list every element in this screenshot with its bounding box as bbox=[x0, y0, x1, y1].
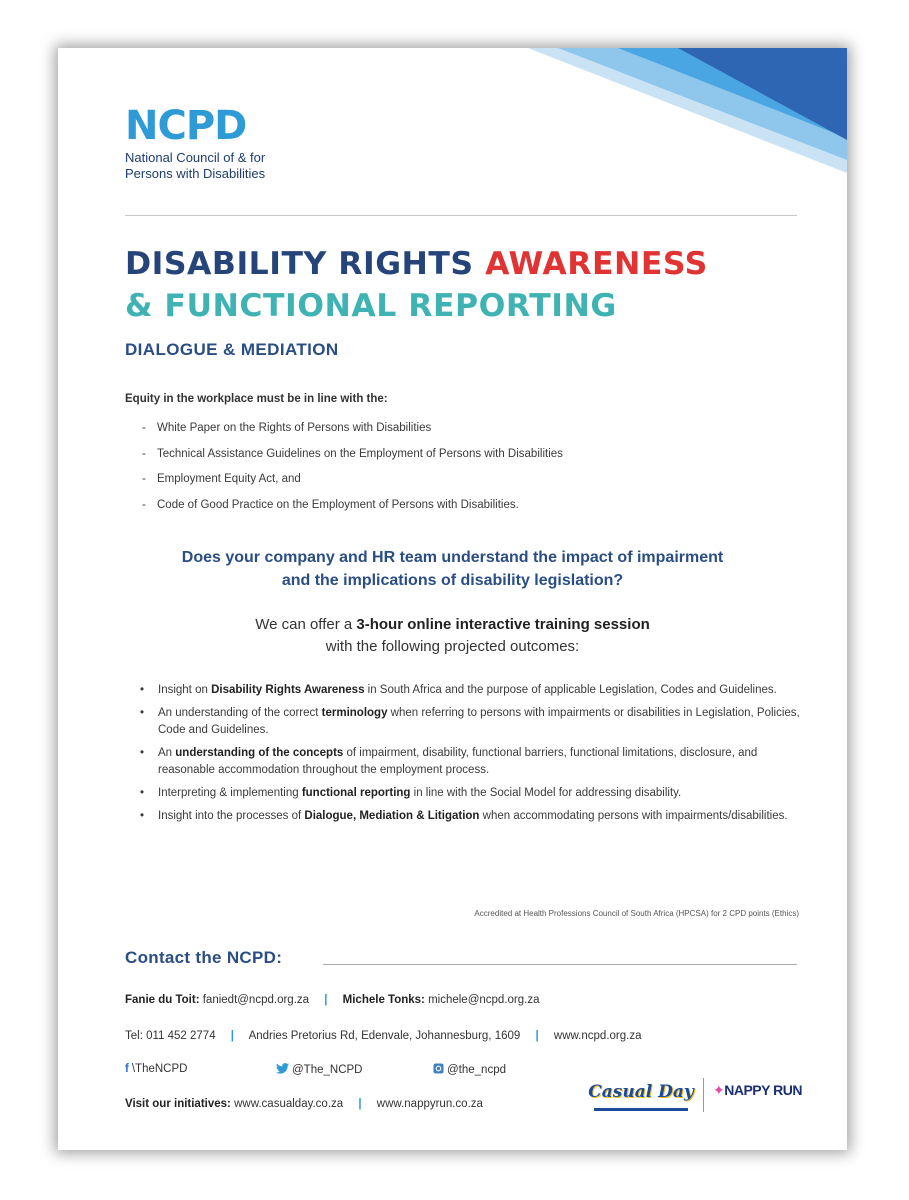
question-heading bbox=[58, 546, 847, 592]
requirements-list bbox=[142, 422, 563, 524]
logo-line-2: Persons with Disabilities bbox=[125, 166, 266, 181]
page-title bbox=[125, 246, 708, 282]
intro-text: Equity in the workplace must be in line with the: bbox=[125, 393, 388, 405]
social-facebook[interactable]: f \TheNCPD bbox=[125, 1063, 188, 1075]
list-item: - Employment Equity Act, and bbox=[142, 473, 301, 485]
social-twitter[interactable]: @The_NCPD bbox=[276, 1063, 362, 1076]
email-link-fanie[interactable]: faniedt@ncpd.org.za bbox=[202, 994, 310, 1006]
list-item: • An understanding of the correct terminology when referring to persons with impairments or disabilities in Legislation, Policies, Code and Guidelines. bbox=[140, 707, 800, 736]
instagram-icon bbox=[433, 1063, 444, 1074]
facebook-icon: f bbox=[125, 1063, 129, 1075]
contact-persons: Fanie du Toit: faniedt@ncpd.org.za | Michele Tonks: michele@ncpd.org.za bbox=[125, 994, 540, 1006]
list-item: - Technical Assistance Guidelines on the Employment of Persons with Disabilities bbox=[142, 447, 563, 460]
list-item: • Interpreting & implementing functional reporting in line with the Social Model for addressing disability. bbox=[140, 787, 682, 799]
offer-line-2: with the following projected outcomes: bbox=[325, 638, 580, 655]
flyer-page bbox=[58, 48, 847, 1150]
phone-number[interactable]: Tel: 011 452 2774 bbox=[125, 1030, 216, 1042]
initiatives: Visit our initiatives: www.casualday.co.za | www.nappyrun.co.za bbox=[125, 1098, 483, 1110]
title-part-1-highlight: AWARENESS bbox=[485, 246, 708, 282]
logo-line-1: National Council of & for bbox=[125, 150, 266, 165]
list-item: • An understanding of the concepts of impairment, disability, functional barriers, functional limitations, disclosure, and reasonable accommodation throughout the employment process. bbox=[140, 747, 758, 776]
contact-heading: Contact the NCPD: bbox=[125, 948, 283, 967]
ncpd-logo[interactable] bbox=[125, 103, 266, 182]
list-item: • Insight on Disability Rights Awareness in South Africa and the purpose of applicable Legislation, Codes and Guidelines. bbox=[140, 684, 777, 696]
title-part-1: DISABILITY RIGHTS bbox=[125, 246, 486, 282]
question-line-1: Does your company and HR team understand the impact of impairment bbox=[181, 549, 724, 566]
offer-text: We can offer a 3-hour online interactive training session with the following projected outcomes: bbox=[58, 614, 847, 658]
accreditation-note: Accredited at Health Professions Council of South Africa (HPCSA) for 2 CPD points (Ethics) bbox=[474, 909, 799, 918]
logo-divider bbox=[703, 1078, 704, 1112]
list-item: - White Paper on the Rights of Persons with Disabilities bbox=[142, 422, 432, 434]
baby-icon: ✦ bbox=[713, 1082, 725, 1098]
casual-day-logo[interactable]: Casual Day bbox=[586, 1077, 696, 1111]
list-item: • Insight into the processes of Dialogue, Mediation & Litigation when accommodating persons with impairments/disabilities. bbox=[140, 810, 788, 822]
address: Andries Pretorius Rd, Edenvale, Johannesburg, 1609 bbox=[248, 1030, 521, 1042]
website-link[interactable]: www.ncpd.org.za bbox=[553, 1030, 642, 1042]
header-divider bbox=[125, 215, 797, 216]
question-line-2: and the implications of disability legislation? bbox=[281, 572, 624, 589]
page-subtitle: DIALOGUE & MEDIATION bbox=[125, 340, 339, 359]
contact-details: Tel: 011 452 2774 | Andries Pretorius Rd, Edenvale, Johannesburg, 1609 | www.ncpd.org.za bbox=[125, 1030, 642, 1042]
nappy-run-logo[interactable]: ✦NAPPY RUN bbox=[713, 1082, 802, 1098]
offer-highlight: 3-hour online interactive training session bbox=[356, 616, 650, 633]
outcomes-list bbox=[140, 682, 810, 831]
social-instagram[interactable]: @the_ncpd bbox=[433, 1063, 506, 1076]
email-link-michele[interactable]: michele@ncpd.org.za bbox=[428, 994, 540, 1006]
list-item: - Code of Good Practice on the Employment of Persons with Disabilities. bbox=[142, 498, 519, 511]
nappyrun-link[interactable]: www.nappyrun.co.za bbox=[376, 1098, 483, 1110]
twitter-icon bbox=[276, 1063, 289, 1074]
contact-divider bbox=[323, 964, 797, 965]
casualday-link[interactable]: www.casualday.co.za bbox=[234, 1098, 344, 1110]
page-title-line-2: & FUNCTIONAL REPORTING bbox=[125, 288, 617, 324]
logo-mark: NCPD bbox=[125, 103, 247, 149]
